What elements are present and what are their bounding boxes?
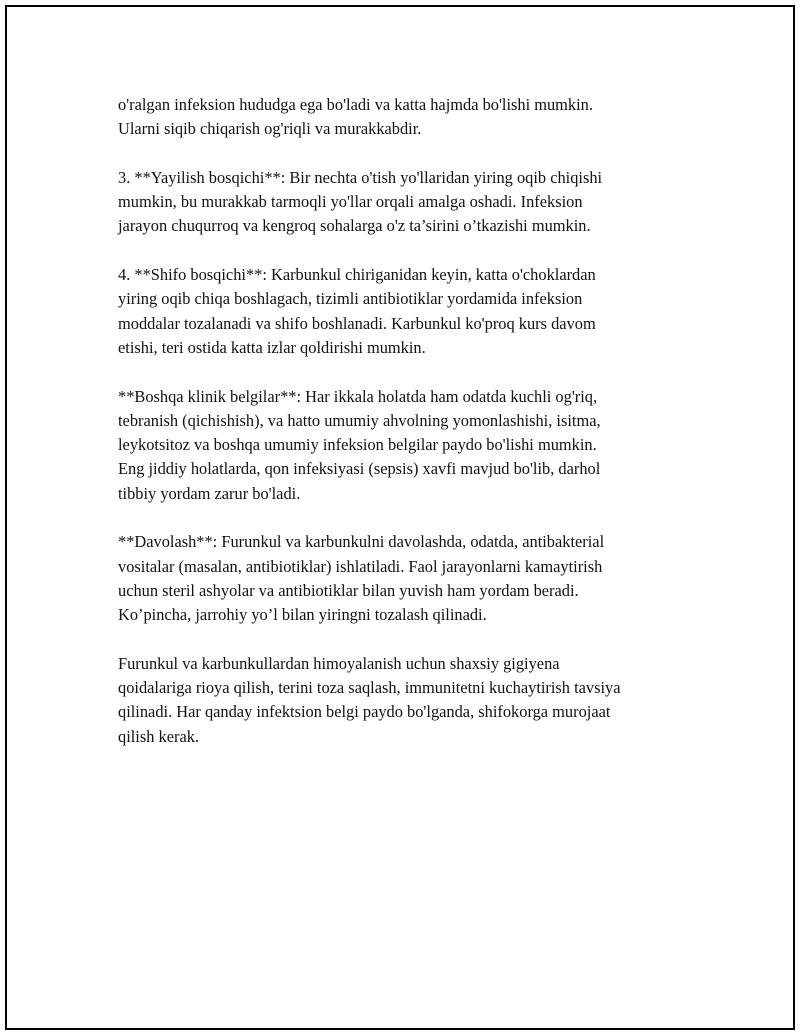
- paragraph-spread-stage: 3. **Yayilish bosqichi**: Bir nechta o'tish yo'llaridan yiring oqib chiqishi mumkin, bu murakkab tarmoqli yo'llar orqali amalga oshadi. Infeksion jarayon chuqurroq va kengroq sohalarga o'z ta’sirini o’tkazishi mumkin.: [118, 167, 603, 236]
- paragraph-healing-stage: 4. **Shifo bosqichi**: Karbunkul chiriganidan keyin, katta o'choklardan yiring oqib chiqa boshlagach, tizimli antibiotiklar yordamida infeksion moddalar tozalanadi va shifo boshlanadi. Karbunkul ko'proq kurs davom etishi, teri ostida katta izlar qoldirishi mumkin.: [118, 265, 596, 357]
- paragraph-prevention: Furunkul va karbunkullardan himoyalanish uchun shaxsiy gigiyena qoidalariga rioya qilish, terini toza saqlash, immunitetni kuchaytirish tavsiya qilinadi. Har qanday infektsion belgi paydo bo'lganda, shifokorga murojaat qilish kerak.: [118, 653, 621, 746]
- paragraph-continuation: o'ralgan infeksion hududga ega bo'ladi va katta hajmda bo'lishi mumkin. Ularni siqib chiqarish og'riqli va murakkabdir.: [118, 95, 593, 139]
- document-body: [118, 93, 708, 773]
- paragraph-treatment: **Davolash**: Furunkul va karbunkulni davolashda, odatda, antibakterial vositalar (masalan, antibiotiklar) ishlatiladi. Faol jarayonlarni kamaytirish uchun steril ashyolar va antibiotiklar bilan yuvish ham yordam beradi. Ko’pincha, jarrohiy yo’l bilan yiringni tozalash qilinadi.: [118, 532, 605, 625]
- paragraph-clinical-signs: **Boshqa klinik belgilar**: Har ikkala holatda ham odatda kuchli og'riq, tebranish (qichishish), va hatto umumiy ahvolning yomonlashishi, isitma, leykotsitoz va boshqa umumiy infeksion belgilar paydo bo'lishi mumkin. Eng jiddiy holatlarda, qon infeksiyasi (sepsis) xavfi mavjud bo'lib, darhol tibbiy yordam zarur bo'ladi.: [118, 386, 601, 503]
